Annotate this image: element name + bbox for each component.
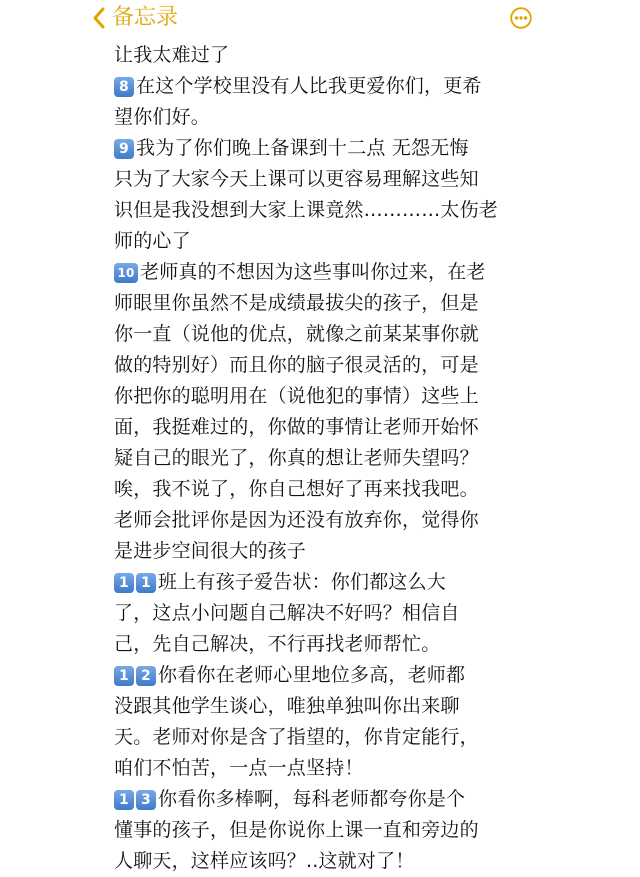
note-line [114, 102, 534, 133]
note-body[interactable] [114, 40, 534, 877]
note-line-text: 你看你在老师心里地位多高，老师都 [158, 664, 466, 686]
note-line-text: 你看你多棒啊，每科老师都夸你是个 [158, 788, 466, 810]
note-line-text: 师眼里你虽然不是成绩最拔尖的孩子，但是 [114, 292, 479, 314]
number-badge: 2 [136, 666, 156, 686]
note-line-text: 没跟其他学生谈心，唯独单独叫你出来聊 [114, 695, 460, 717]
number-badge: 9 [114, 139, 134, 159]
number-badge: 1 [114, 790, 134, 810]
note-line [114, 226, 534, 257]
note-line-text: 是进步空间很大的孩子 [114, 540, 307, 562]
note-line-text: 让我太难过了 [114, 44, 230, 66]
note-line [114, 753, 534, 784]
note-line-text: 只为了大家今天上课可以更容易理解这些知 [114, 168, 479, 190]
note-line [114, 350, 534, 381]
note-line-text: 师的心了 [114, 230, 191, 252]
note-line [114, 691, 534, 722]
note-line-text: 我为了你们晚上备课到十二点 无怨无悔 [136, 137, 469, 159]
number-badge: 1 [136, 573, 156, 593]
note-line-text: 天。老师对你是含了指望的，你肯定能行， [114, 726, 479, 748]
note-line [114, 164, 534, 195]
note-line-text: 老师真的不想因为这些事叫你过来，在老 [140, 261, 486, 283]
note-line-text: 老师会批评你是因为还没有放弃你，觉得你 [114, 509, 479, 531]
note-line-text: 咱们不怕苦，一点一点坚持！ [114, 757, 364, 779]
note-line [114, 505, 534, 536]
note-line-text: 面，我挺难过的，你做的事情让老师开始怀 [114, 416, 479, 438]
number-badge: 3 [136, 790, 156, 810]
chevron-left-icon [92, 6, 106, 30]
note-line [114, 846, 534, 877]
note-line-text: 你一直（说他的优点，就像之前某某事你就 [114, 323, 479, 345]
note-line [114, 133, 534, 164]
note-line [114, 40, 534, 71]
note-line-text: 懂事的孩子，但是你说你上课一直和旁边的 [114, 819, 479, 841]
note-line [114, 412, 534, 443]
note-line-text: 了，这点小问题自己解决不好吗？相信自 [114, 602, 460, 624]
note-line-text: 做的特别好）而且你的脑子很灵活的，可是 [114, 354, 479, 376]
back-label: 备忘录 [112, 5, 179, 30]
number-badge: 1 [114, 666, 134, 686]
note-line [114, 536, 534, 567]
note-line-text: 在这个学校里没有人比我更爱你们，更希 [136, 75, 482, 97]
note-line [114, 598, 534, 629]
note-line [114, 443, 534, 474]
number-badge: 10 [114, 263, 138, 283]
note-line-text: 己，先自己解决，不行再找老师帮忙。 [114, 633, 441, 655]
note-line [114, 319, 534, 350]
note-line-text: 班上有孩子爱告状：你们都这么大 [158, 571, 447, 593]
note-line-text: 唉，我不说了，你自己想好了再来找我吧。 [114, 478, 479, 500]
note-line [114, 784, 534, 815]
note-line-text: 你把你的聪明用在（说他犯的事情）这些上 [114, 385, 479, 407]
note-line [114, 474, 534, 505]
more-options-icon[interactable] [510, 7, 532, 29]
note-line [114, 195, 534, 226]
note-line [114, 629, 534, 660]
note-line [114, 288, 534, 319]
note-line [114, 381, 534, 412]
note-line-text: 疑自己的眼光了，你真的想让老师失望吗？ [114, 447, 479, 469]
navigation-bar [0, 0, 640, 40]
note-line [114, 815, 534, 846]
note-line-text: 望你们好。 [114, 106, 211, 128]
note-line-text: 人聊天，这样应该吗？..这就对了！ [114, 850, 415, 872]
number-badge: 8 [114, 77, 134, 97]
note-line [114, 660, 534, 691]
note-line [114, 257, 534, 288]
note-line [114, 722, 534, 753]
note-line [114, 567, 534, 598]
note-line [114, 71, 534, 102]
note-line-text: 识但是我没想到大家上课竟然…………太伤老 [114, 199, 499, 221]
number-badge: 1 [114, 573, 134, 593]
back-button[interactable] [92, 5, 178, 31]
